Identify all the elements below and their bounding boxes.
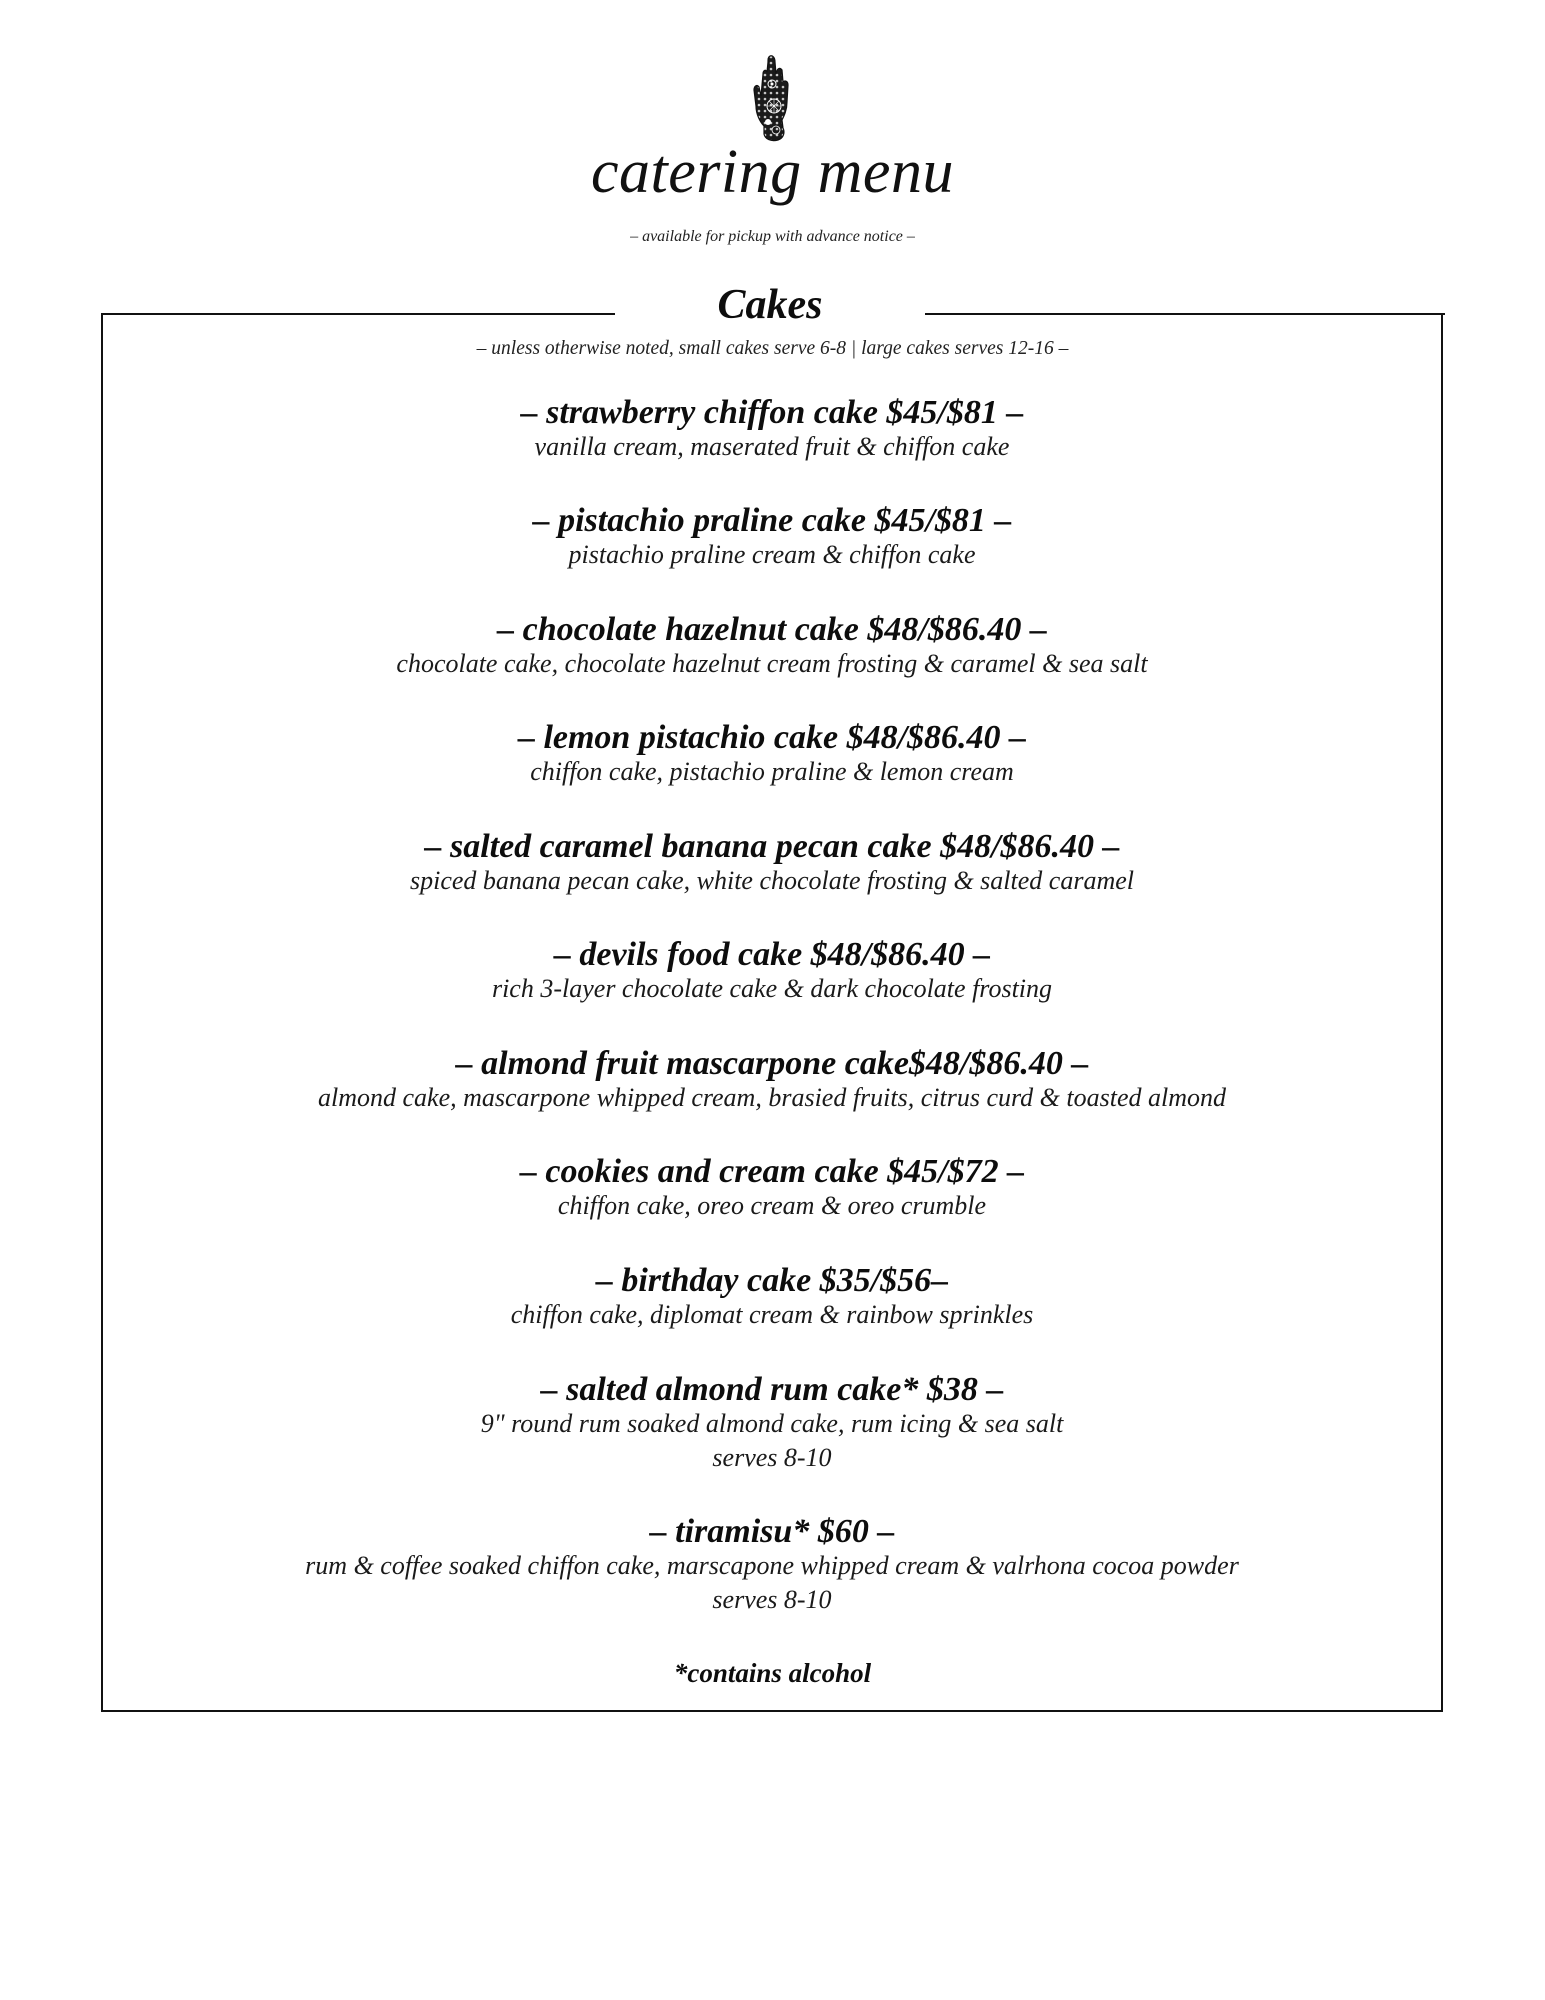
- menu-item-description: chiffon cake, pistachio praline & lemon cream: [530, 757, 1014, 786]
- henna-hand-icon: [750, 54, 794, 144]
- menu-item-description: rum & coffee soaked chiffon cake, marscapone whipped cream & valrhona cocoa powder: [305, 1551, 1239, 1580]
- menu-item-lemon-pistachio: [101, 721, 1443, 789]
- menu-item-description: chiffon cake, oreo cream & oreo crumble: [557, 1191, 987, 1220]
- menu-item-description: spiced banana pecan cake, white chocolate frosting & salted caramel: [410, 866, 1134, 895]
- menu-item-title: – chocolate hazelnut cake $48/$86.40 –: [497, 611, 1047, 648]
- menu-item-description: rich 3-layer chocolate cake & dark chocolate frosting: [491, 974, 1053, 1003]
- menu-item-serves: serves 8-10: [712, 1443, 832, 1472]
- section-serving-note: – unless otherwise noted, small cakes serve 6-8 | large cakes serves 12-16 –: [476, 338, 1069, 359]
- menu-item-title: – almond fruit mascarpone cake$48/$86.40 –: [455, 1045, 1089, 1082]
- menu-item-strawberry-chiffon: [101, 396, 1443, 464]
- menu-item-description: vanilla cream, maserated fruit & chiffon cake: [534, 432, 1010, 461]
- menu-item-description: almond cake, mascarpone whipped cream, brasied fruits, citrus curd & toasted almond: [318, 1083, 1226, 1112]
- menu-item-salted-almond-rum: [101, 1373, 1443, 1475]
- menu-item-birthday-cake: [101, 1264, 1443, 1332]
- page-title: catering menu: [591, 138, 954, 206]
- menu-item-title: – birthday cake $35/$56–: [595, 1262, 949, 1299]
- menu-item-title: – salted almond rum cake* $38 –: [540, 1371, 1004, 1408]
- menu-item-title: – strawberry chiffon cake $45/$81 –: [520, 394, 1024, 431]
- menu-item-pistachio-praline: [101, 504, 1443, 572]
- menu-item-serves: serves 8-10: [712, 1585, 832, 1614]
- menu-item-title: – devils food cake $48/$86.40 –: [553, 936, 991, 973]
- menu-item-cookies-and-cream: [101, 1155, 1443, 1223]
- menu-item-chocolate-hazelnut: [101, 613, 1443, 681]
- menu-item-title: – salted caramel banana pecan cake $48/$86.40 –: [424, 828, 1120, 865]
- menu-item-description: chiffon cake, diplomat cream & rainbow sprinkles: [510, 1300, 1034, 1329]
- section-title: Cakes: [717, 282, 823, 328]
- menu-item-title: – pistachio praline cake $45/$81 –: [532, 502, 1012, 539]
- menu-item-salted-caramel-banana-pecan: [101, 830, 1443, 898]
- page-subtitle: – available for pickup with advance notice –: [630, 228, 915, 245]
- menu-item-description: chocolate cake, chocolate hazelnut cream frosting & caramel & sea salt: [396, 649, 1148, 678]
- menu-item-devils-food: [101, 938, 1443, 1006]
- alcohol-footnote: *contains alcohol: [673, 1658, 872, 1688]
- menu-item-description: pistachio praline cream & chiffon cake: [568, 540, 976, 569]
- menu-item-title: – lemon pistachio cake $48/$86.40 –: [517, 719, 1027, 756]
- menu-item-title: – tiramisu* $60 –: [649, 1513, 895, 1550]
- menu-item-almond-fruit-mascarpone: [101, 1047, 1443, 1115]
- menu-item-title: – cookies and cream cake $45/$72 –: [519, 1153, 1025, 1190]
- menu-item-tiramisu: [101, 1515, 1443, 1617]
- menu-item-description: 9" round rum soaked almond cake, rum icing & sea salt: [480, 1409, 1064, 1438]
